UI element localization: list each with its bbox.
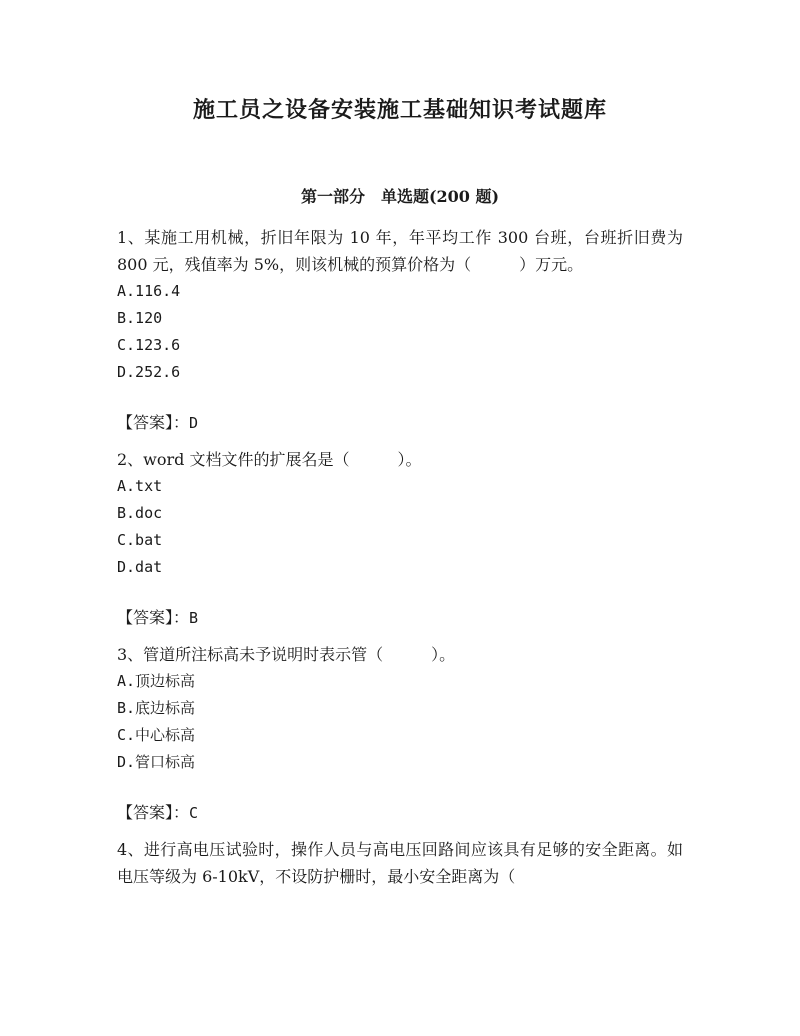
question-list <box>117 224 683 900</box>
answer-line <box>117 409 683 436</box>
question-stem: 4、进行高电压试验时，操作人员与高电压回路间应该具有足够的安全距离。如电压等级为 6-10kV，不设防护栅时，最小安全距离为（ <box>117 840 683 886</box>
answer-label: 【答案】： <box>117 608 190 627</box>
question-2 <box>117 446 683 631</box>
answer-label: 【答案】： <box>117 803 190 822</box>
question-stem: 2、word 文档文件的扩展名是（ ）。 <box>117 450 422 469</box>
option-d: D.管口标高 <box>117 753 196 771</box>
option-b: B.doc <box>117 504 163 522</box>
option-d: D.252.6 <box>117 363 181 381</box>
question-stem: 3、管道所注标高未予说明时表示管（ ）。 <box>117 645 456 664</box>
option-d: D.dat <box>117 558 163 576</box>
question-3 <box>117 641 683 826</box>
document-title: 施工员之设备安装施工基础知识考试题库 <box>192 97 607 123</box>
option-a: A.txt <box>117 477 163 495</box>
section-title: 第一部分 单选题(200 题) <box>300 187 500 206</box>
option-c: C.bat <box>117 531 163 549</box>
answer-line <box>117 799 683 826</box>
answer-value: C <box>189 804 199 822</box>
answer-label: 【答案】： <box>117 413 190 432</box>
option-b: B.底边标高 <box>117 699 196 717</box>
question-stem: 1、某施工用机械，折旧年限为 10 年，年平均工作 300 台班，台班折旧费为 800 元，残值率为 5%，则该机械的预算价格为（ ）万元。 <box>117 228 683 274</box>
answer-value: D <box>189 414 199 432</box>
option-c: C.中心标高 <box>117 726 196 744</box>
option-a: A.116.4 <box>117 282 181 300</box>
option-c: C.123.6 <box>117 336 181 354</box>
answer-value: B <box>189 609 199 627</box>
answer-line <box>117 604 683 631</box>
option-a: A.顶边标高 <box>117 672 196 690</box>
question-4 <box>117 836 683 890</box>
option-b: B.120 <box>117 309 163 327</box>
question-1 <box>117 224 683 436</box>
